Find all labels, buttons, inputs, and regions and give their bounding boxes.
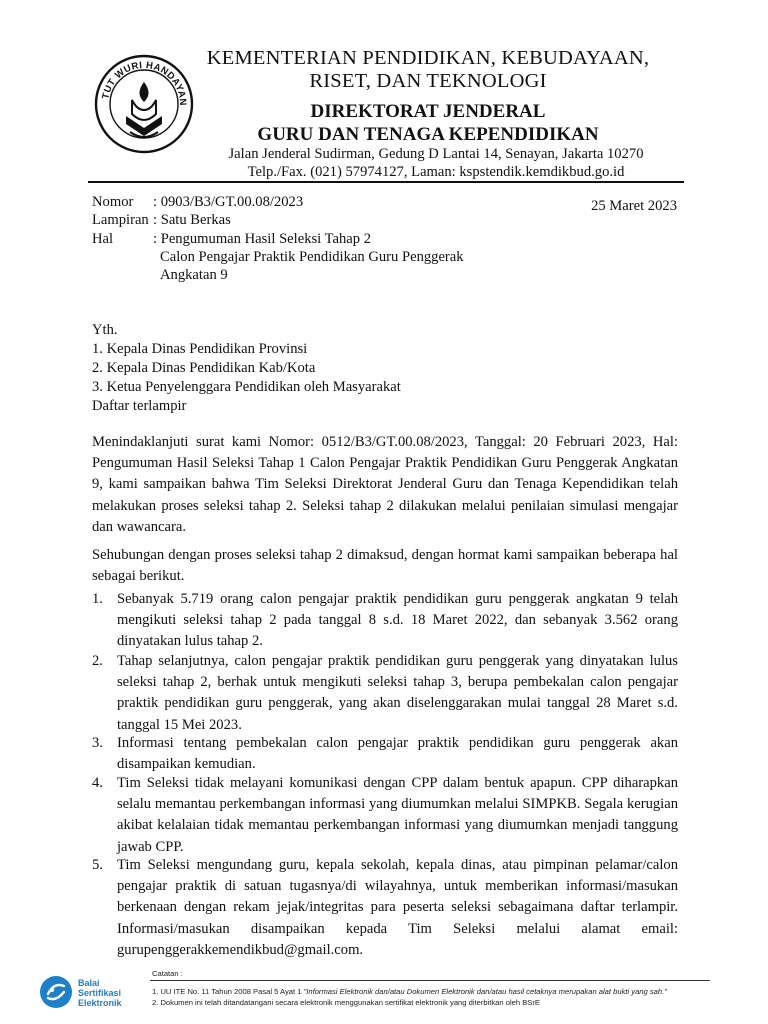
- point-number: 5.: [92, 857, 103, 873]
- footer-note-2: 2. Dokumen ini telah ditandatangani secara elektronik menggunakan sertifikat elektronik yang diterbitkan oleh BSrE: [152, 998, 540, 1007]
- ministry-line-1: KEMENTERIAN PENDIDIKAN, KEBUDAYAAN,: [206, 47, 650, 69]
- paragraph-intro: Menindaklanjuti surat kami Nomor: 0512/B3/GT.00.08/2023, Tanggal: 20 Februari 2023, Hal: Pengumuman Hasil Seleksi Tahap 1 Calon Pengajar Praktik Pendidikan Guru Penggerak Angkatan 9, kami sampaikan bahwa Tim Seleksi Direktorat Jenderal Guru dan Tenaga Kependidikan telah melakukan proses seleksi tahap 2. Seleksi tahap 2 dilakukan melalui penilaian simulasi mengajar dan wawancara.: [92, 434, 678, 535]
- directorate-line-1: DIREKTORAT JENDERAL: [310, 101, 546, 122]
- footer-note-1-quote: "Informasi Elektronik dan/atau Dokumen Elektronik dan/atau hasil cetaknya merupakan alat bukti yang sah.": [303, 987, 667, 996]
- point-number: 3.: [92, 735, 103, 751]
- recipient-item: 3. Ketua Penyelenggara Pendidikan oleh Masyarakat: [92, 379, 401, 395]
- point-item: [92, 855, 678, 961]
- point-text: Tim Seleksi tidak melayani komunikasi dengan CPP dalam bentuk apapun. CPP diharapkan selalu memantau perkembangan informasi yang diumumkan melalui SIMPKB. Segala kerugian akibat kelalaian tidak memantau perkembangan informasi yang diumumkan menjadi tanggung jawab CPP.: [117, 775, 678, 855]
- contact-line: Telp./Fax. (021) 57974127, Laman: kspstendik.kemdikbud.go.id: [247, 164, 625, 180]
- point-text: Tim Seleksi mengundang guru, kepala sekolah, kepala dinas, atau pimpinan pelamar/calon pengajar praktik di satuan tugasnya/di wilayahnya, untuk memberikan informasi/masukan berkenaan dengan rekam jejak/integritas para peserta seleksi sebagaimana daftar terlampir. Informasi/masukan disampaikan kepada Tim Seleksi melalui alamat email: gurupenggerakkemendikbud@gmail.com.: [117, 857, 678, 958]
- hal-value-1: : Pengumuman Hasil Seleksi Tahap 2: [153, 231, 371, 247]
- point-text: Informasi tentang pembekalan calon pengajar praktik pendidikan guru penggerak akan disampaikan kemudian.: [117, 735, 678, 773]
- footer-note-1-prefix: 1. UU ITE No. 11 Tahun 2008 Pasal 5 Ayat 1: [152, 987, 304, 996]
- header-divider: [88, 181, 684, 183]
- hal-value-3: Angkatan 9: [160, 267, 228, 283]
- nomor-value: : 0903/B3/GT.00.08/2023: [153, 194, 304, 210]
- directorate-line-2: GURU DAN TENAGA KEPENDIDIKAN: [257, 124, 599, 145]
- letter-date: 25 Maret 2023: [591, 198, 677, 214]
- footer-divider: [150, 980, 710, 981]
- bsre-name: [78, 978, 122, 1008]
- address-line: Jalan Jenderal Sudirman, Gedung D Lantai 14, Senayan, Jakarta 10270: [228, 146, 644, 162]
- bsre-logo-icon: [38, 974, 74, 1010]
- point-number: 4.: [92, 775, 103, 791]
- ministry-line-2: RISET, DAN TEKNOLOGI: [309, 70, 547, 92]
- bsre-line: Sertifikasi: [78, 988, 122, 998]
- footer-note-1: [152, 987, 667, 996]
- point-item: [92, 773, 678, 858]
- recipient-note: Daftar terlampir: [92, 398, 187, 414]
- point-number: 1.: [92, 591, 103, 607]
- point-item: [92, 651, 678, 736]
- greeting: Yth.: [92, 322, 118, 338]
- point-text: Tahap selanjutnya, calon pengajar praktik pendidikan guru penggerak yang dinyatakan lulus seleksi tahap 2, berhak untuk mengikuti seleksi tahap 3, berupa pembekalan calon pengajar praktik pendidikan guru penggerak, yang akan diselenggarakan mulai tanggal 28 Maret s.d. tanggal 15 Mei 2023.: [117, 653, 678, 733]
- lampiran-label: Lampiran: [92, 212, 149, 228]
- paragraph-context: Sehubungan dengan proses seleksi tahap 2 dimaksud, dengan hormat kami sampaikan beberapa hal sebagai berikut.: [92, 547, 678, 585]
- recipient-item: 1. Kepala Dinas Pendidikan Provinsi: [92, 341, 308, 357]
- point-number: 2.: [92, 653, 103, 669]
- point-item: [92, 733, 678, 775]
- point-text: Sebanyak 5.719 orang calon pengajar praktik pendidikan guru penggerak angkatan 9 telah mengikuti seleksi tahap 2 pada tanggal 8 s.d. 18 Maret 2022, dan sebanyak 3.562 orang dinyatakan lulus tahap 2.: [117, 591, 678, 650]
- lampiran-value: : Satu Berkas: [153, 212, 231, 228]
- recipient-item: 2. Kepala Dinas Pendidikan Kab/Kota: [92, 360, 316, 376]
- nomor-label: Nomor: [92, 194, 134, 210]
- catatan-label: Catatan :: [152, 969, 183, 978]
- logo-motto: TUT WURI HANDAYAN: [100, 59, 189, 107]
- recipients-block: [92, 321, 592, 416]
- hal-value-2: Calon Pengajar Praktik Pendidikan Guru Penggerak: [160, 249, 464, 265]
- letter-meta: [92, 193, 464, 293]
- bsre-line: Balai: [78, 978, 100, 988]
- bsre-line: Elektronik: [78, 998, 122, 1008]
- hal-label: Hal: [92, 231, 114, 247]
- point-item: [92, 589, 678, 653]
